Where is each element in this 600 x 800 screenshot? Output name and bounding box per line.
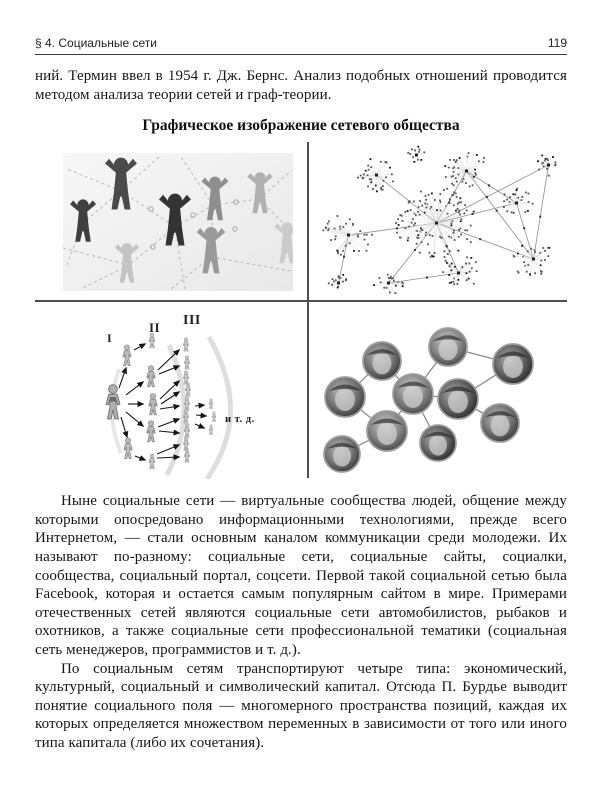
figure-diffusion-diagram <box>57 311 302 479</box>
svg-text:и т. д.: и т. д. <box>225 414 255 426</box>
svg-text:II: II <box>149 320 161 336</box>
figure-paper-people <box>63 153 293 291</box>
figure-network-graph <box>316 143 567 298</box>
page-header <box>35 36 567 55</box>
svg-text:I: I <box>107 331 113 346</box>
figure-divider-vertical <box>307 142 309 478</box>
section-label: § 4. Социальные сети <box>35 36 157 50</box>
figure-title: Графическое изображение сетевого общества <box>142 117 460 135</box>
figure-faces-network <box>317 309 567 477</box>
body-paragraph-1: Ныне социальные сети — виртуальные сообщества людей, общение между которыми опосредовано информационными технологиями, прежде всего Интернетом, — стали основным каналом коммуникации среди молодежи. Их называют по-разному: социальные сети, социальные сайты, социалки, сообщества, социальный портал, соцсети. Первой такой социальной сетью была Facebook, которая и остается самым популярным сайтом в мире. Примерами отечественных сетей являются социальные сети автомобилистов, рыбаков и охотников, а также социальные сети профессиональной тематики (социальная сеть менеджеров, программистов и т. д.). <box>35 493 567 658</box>
body-paragraph-2: По социальным сетям транспортируют четыре типа: экономический, культурный, социальный и символический капитал. Отсюда П. Бурдье выводит понятие социального поля — многомерного пространства позиций, каждая их которых определяется множеством переменных в зависимости от того или иного типа капитала (либо их сочетания). <box>35 660 567 751</box>
intro-paragraph: ний. Термин ввел в 1954 г. Дж. Бернс. Анализ подобных отношений проводится методом анализа теории сетей и граф-теории. <box>35 68 567 103</box>
figure-divider-horizontal <box>35 300 567 302</box>
figure-grid <box>35 141 567 479</box>
page-content <box>35 36 567 753</box>
svg-text:III: III <box>183 313 201 329</box>
page-number: 119 <box>547 36 567 50</box>
